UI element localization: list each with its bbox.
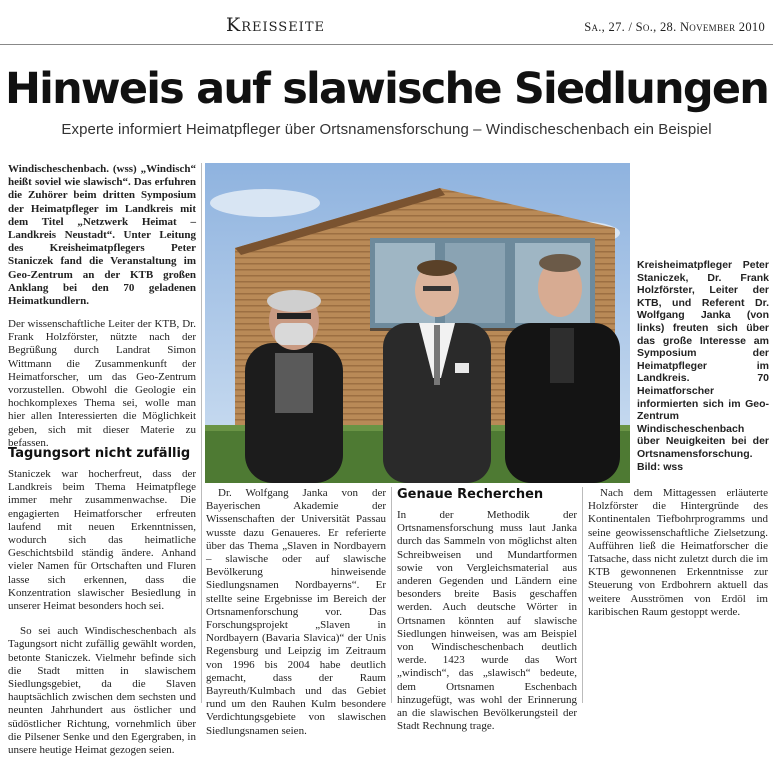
paragraph-5: In der Methodik der Ortsnamensforschung muss laut Janka durch das Sammeln von möglichst alten Schreibweisen und Mundartformen sowie von Vergleichsmaterial aus anderen Gegenden und Ländern eine besonders breite Basis geschaffen werden. Auch deutsche Wörter in Ortsnamen könnten auf slawische Siedlungen hinweisen, was am Beispiel von Windischeschenbach deutlich werde. 1423 wurde das Wort „windisch“, das „slawisch“ bedeute, dem Ortsnamen Eschenbach hinzugefügt, was wohl der Erinnerung an die slawischen Bevölkerungsteil der Stadt Rechnung trage. [397,509,577,733]
column-divider [391,487,392,703]
photo-caption: Kreisheimatpfleger Peter Staniczek, Dr. Frank Holzförster, Leiter der KTB, und Referent Dr. Wolfgang Janka (von links) freuten sich über das große Interesse am Symposium der Heimatpfleger im Landkreis. 70 Heimatforscher informierten sich im Geo-Zentrum Windischeschenbach über Neuigkeiten bei der Ortsnamensforschung. Bild: wss [637,259,769,473]
headline: Hinweis auf slawische Siedlungen [4,64,769,114]
issue-date: Sa., 27. / So., 28. November 2010 [584,20,765,34]
left-column-tail [8,468,196,757]
lead-text: „Windisch“ heißt soviel wie slawisch“. Das erfuhren die Zuhörer beim dritten Symposium der Heimatpfleger im Landkreis mit dem Titel „Netzwerk Heimat – Landkreis Neustadt“. Unter Leitung des Kreisheimatpflegers Peter Staniczek fand die Veranstaltung im Geo-Zentrum an der KTB großen Anklang bei den 70 geladenen Heimatkundlern. [8,163,197,308]
lead-block [8,163,196,318]
article-photo [205,163,630,483]
masthead [0,0,773,50]
paragraph-4: Dr. Wolfgang Janka von der Bayerischen Akademie der Wissenschaften der Universität Passau wusste dazu Genaueres. Er referierte über das Thema „Slaven in Nordbayern – slawische oder auf slawische Bevölkerung hinweisende Siedlungsnamen Nordbayerns“. Er stellte seine Ergebnisse im Bereich der Ortsnamenforschung vor. Das Forschungsprojekt „Slaven in Nordbayern (Bavaria Slavica)“ der Unis Regensburg und Leipzig im Zeitraum von 1996 bis 2004 habe deutlich gemacht, dass der Raum Bayreuth/Kulmbach und das Gebiet rund um den Rauhen Kulm besondere Verdichtungsgebiete von slawischen Siedlungsnamen seien. [206,487,386,737]
subheadline: Experte informiert Heimatpfleger über Ortsnamensforschung – Windischeschenbach ein Beispiel [61,121,712,138]
article-column-4 [588,487,768,703]
paragraph-1: Der wissenschaftliche Leiter der KTB, Dr. Frank Holzförster, nützte nach der Begrüßung durch Landrat Simon Wittmann die Zusammenkunft der Heimatforscher, um das Geo-Zentrum vorzustellen. Obwohl die Geologie ein hochkomplexes Thema sei, wolle man hier allen Interessierten die Möglichkeit geben, sich mit dieser Materie zu befassen. [8,318,196,449]
paragraph-3: So sei auch Windischeschenbach als Tagungsort nicht zufällig gewählt worden, betonte Staniczek. Vielmehr befinde sich die Stadt mitten in slawischem Siedlungsgebiet, da die Slaven hauptsächlich zwischen dem sechsten und neunten Jahrhundert aus östlicher und südöstlicher Richtung, vornehmlich über die Pilsener Senke und den Egergraben, in unsere heutige Heimat gezogen seien. [8,625,196,757]
dateline: Windischeschenbach. (wss) [8,163,137,175]
lead-paragraph [8,163,196,308]
paragraph-2: Staniczek war hocherfreut, dass der Landkreis beim Thema Heimatpflege immer mehr zusammenwachse. Die engagierten Heimatforscher erfreuten laufend mit neuen Erkenntnissen, wodurch sich das heimatliche Geschichtsbild ständig ändere. Anhand vieler Namen für Ortschaften und Fluren lasse sich erkennen, dass die Konzentration slawischer Besiedlung in unserer Heimat besonders hoch sei. [8,468,196,613]
article-column-2 [206,487,386,737]
article-column-3 [397,487,577,733]
masthead-rule [0,44,773,45]
column-divider [201,163,202,703]
subheading-tagungsort: Tagungsort nicht zufällig [8,446,191,461]
section-name: Kreisseite [226,14,325,36]
photo-illustration [205,163,630,483]
article-column-left [8,163,197,757]
subheading-recherchen: Genaue Recherchen [397,487,544,502]
column-divider [582,487,583,703]
paragraph-6: Nach dem Mittagessen erläuterte Holzförster die Hintergründe des Kontinentalen Tiefbohrprogramms und seine geowissenschaftliche Zielsetzung. Aufführen ließ die Heimatforscher die Tatsache, dass nicht zuletzt durch die im KTB gewonnenen Erkenntnisse zur Steuerung von Erdbohrern aktuell das weitere Ausströmen von Erdöl im karibischen Raum gestoppt werde. [588,487,768,618]
